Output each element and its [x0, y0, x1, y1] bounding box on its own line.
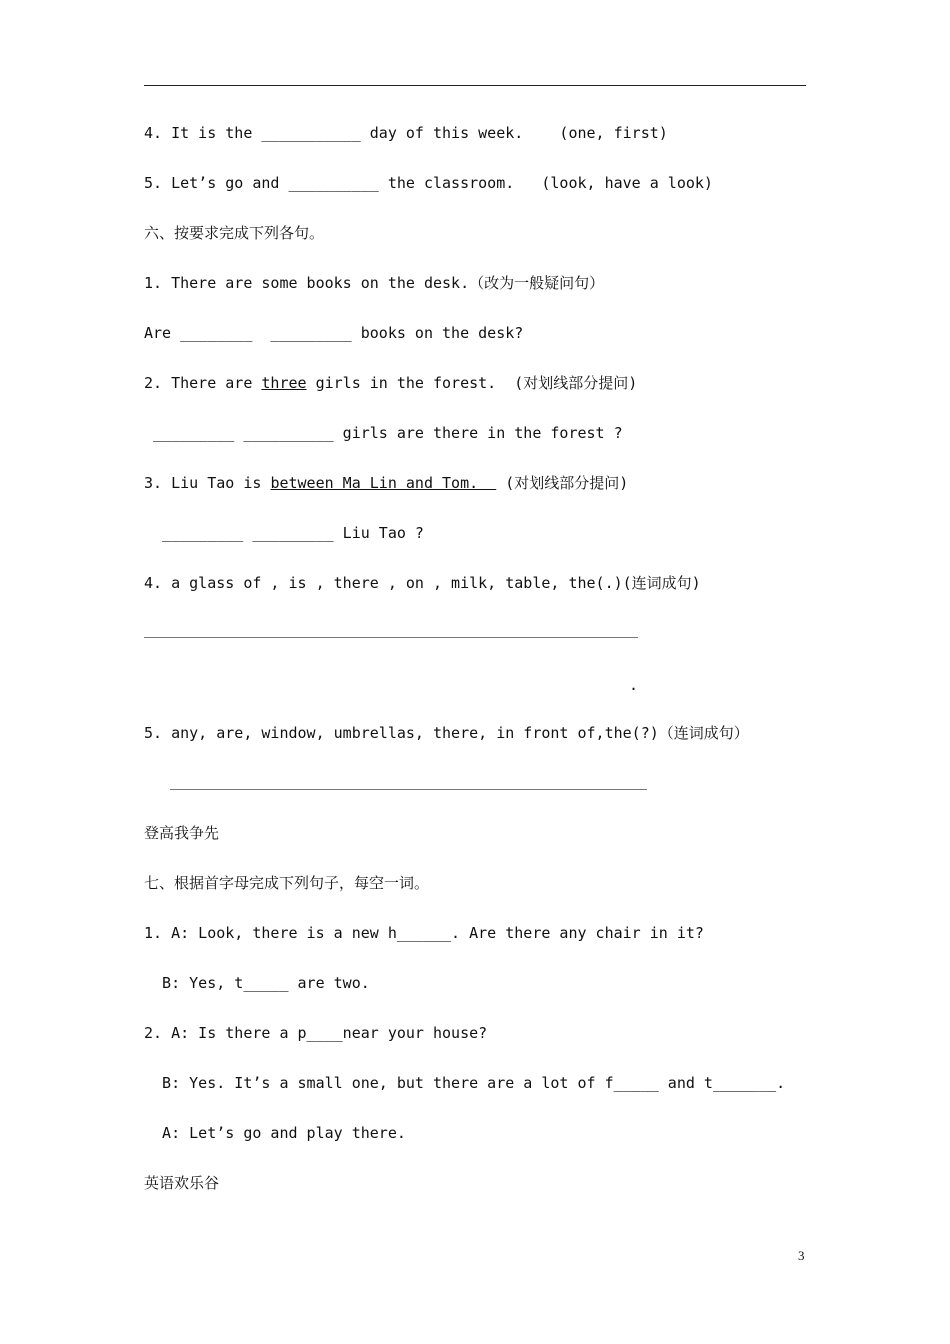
underlined-text: three: [261, 374, 307, 392]
exercise-line: A: Let’s go and play there.: [144, 1124, 406, 1142]
page-number: 3: [798, 1248, 805, 1263]
question-line: 1. There are some books on the desk.（改为一般疑问句）: [144, 274, 605, 292]
answer-line: Are ________ _________ books on the desk?: [144, 324, 524, 342]
underlined-text: between Ma Lin and Tom.: [270, 474, 497, 492]
exercise-line: 5. Let’s go and __________ the classroom. (look, have a look): [144, 174, 713, 192]
answer-line: _________ __________ girls are there in the forest ?: [144, 424, 623, 442]
section-heading: 登高我争先: [144, 824, 220, 842]
question-text: 3. Liu Tao is: [144, 474, 271, 492]
section-heading: 英语欢乐谷: [144, 1174, 220, 1192]
exercise-line: B: Yes. It’s a small one, but there are a lot of f_____ and t_______.: [144, 1074, 786, 1092]
question-line: 5. any, are, window, umbrellas, there, in front of,the(?)（连词成句）: [144, 724, 749, 742]
answer-rule: [144, 637, 638, 638]
answer-rule: [170, 789, 647, 790]
answer-line: _________ _________ Liu Tao ?: [144, 524, 424, 542]
question-line: 4. a glass of , is , there , on , milk, table, the(.)(连词成句): [144, 574, 701, 592]
question-line: [144, 373, 637, 393]
exercise-line: B: Yes, t_____ are two.: [144, 974, 370, 992]
exercise-line: 2. A: Is there a p____near your house?: [144, 1024, 488, 1042]
section-heading: 六、按要求完成下列各句。: [144, 224, 325, 242]
question-line: [144, 473, 628, 493]
question-text: girls in the forest. (对划线部分提问): [306, 374, 638, 392]
question-text: (对划线部分提问): [496, 474, 629, 492]
answer-period: .: [629, 676, 639, 694]
question-text: 2. There are: [144, 374, 262, 392]
exercise-line: 1. A: Look, there is a new h______. Are there any chair in it?: [144, 924, 704, 942]
header-rule: [144, 85, 806, 86]
exercise-line: 4. It is the ___________ day of this week. (one, first): [144, 124, 668, 142]
section-heading: 七、根据首字母完成下列句子，每空一词。: [144, 874, 430, 892]
